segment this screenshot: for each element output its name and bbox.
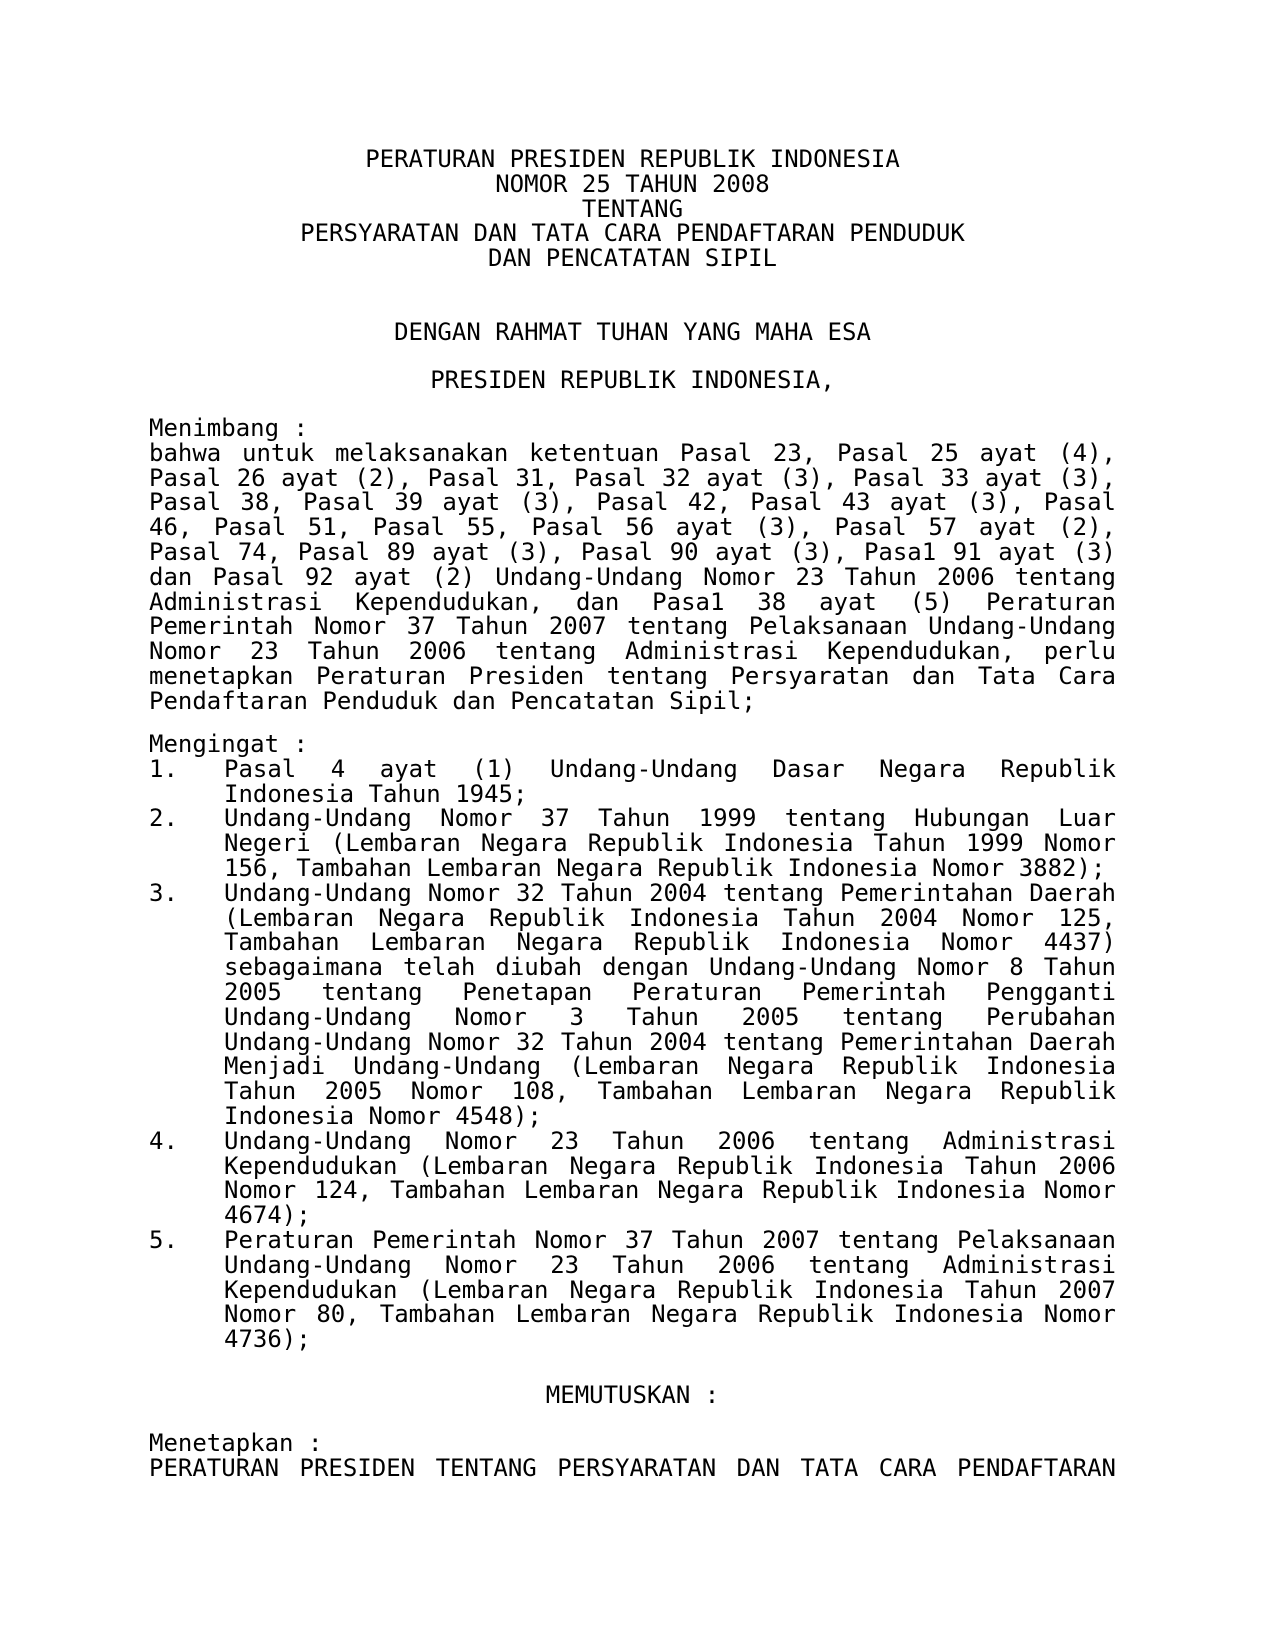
paragraph-line: Nomor 23 Tahun 2006 tentang Administrasi Kependudukan, perlu [149,637,1116,666]
title-line: PERSYARATAN DAN TATA CARA PENDAFTARAN PENDUDUK [300,219,965,248]
title-line: TENTANG [581,194,684,223]
item-line: Undang-Undang Nomor 32 Tahun 2004 tentang Pemerintahan Daerah [224,1027,1116,1056]
mengingat-section [149,732,1116,1352]
item-number: 2. [149,804,178,833]
item-line: Pasal 4 ayat (1) Undang-Undang Dasar Negara Republik [224,754,1116,783]
list-item [149,1126,1116,1230]
item-line: Kependudukan (Lembaran Negara Republik Indonesia Tahun 2006 [224,1151,1116,1180]
item-number: 1. [149,754,178,783]
item-line: 4674); [224,1201,311,1230]
menimbang-label: Menimbang : [149,414,308,442]
item-number: 5. [149,1225,178,1254]
item-line: Undang-Undang Nomor 23 Tahun 2006 tentang Administrasi [224,1126,1116,1155]
item-line: Undang-Undang Nomor 32 Tahun 2004 tentang Pemerintahan Daerah [224,878,1116,907]
memutuskan-heading: MEMUTUSKAN : [545,1381,720,1409]
item-line: Nomor 124, Tambahan Lembaran Negara Republik Indonesia Nomor [224,1176,1116,1205]
item-line: Tambahan Lembaran Negara Republik Indonesia Nomor 4437) [224,928,1116,957]
item-line: 2005 tentang Penetapan Peraturan Pemerintah Pengganti [224,977,1116,1006]
menimbang-section [149,416,1116,714]
paragraph-line: Pasal 74, Pasal 89 ayat (3), Pasal 90 ayat (3), Pasa1 91 ayat (3) [149,537,1116,566]
title-line: DAN PENCATATAN SIPIL [488,244,777,273]
item-line: Kependudukan (Lembaran Negara Republik Indonesia Tahun 2007 [224,1275,1116,1304]
item-line: 156, Tambahan Lembaran Negara Republik Indonesia Nomor 3882); [224,853,1106,882]
item-line: Undang-Undang Nomor 37 Tahun 1999 tentang Hubungan Luar [224,804,1116,833]
paragraph-line: menetapkan Peraturan Presiden tentang Persyaratan dan Tata Cara [149,661,1116,690]
paragraph-line: Pasal 26 ayat (2), Pasal 31, Pasal 32 ayat (3), Pasal 33 ayat (3), [149,463,1116,492]
blessing-heading: DENGAN RAHMAT TUHAN YANG MAHA ESA [394,318,871,346]
mengingat-label: Mengingat : [149,730,308,758]
document-title [149,147,1116,271]
item-line: Tahun 2005 Nomor 108, Tambahan Lembaran Negara Republik [224,1077,1116,1106]
president-heading: PRESIDEN REPUBLIK INDONESIA, [430,366,835,394]
item-line: sebagaimana telah diubah dengan Undang-Undang Nomor 8 Tahun [224,953,1116,982]
title-line: NOMOR 25 TAHUN 2008 [495,169,770,198]
item-number: 4. [149,1126,178,1155]
item-line: 4736); [224,1325,311,1354]
item-line: (Lembaran Negara Republik Indonesia Tahun 2004 Nomor 125, [224,903,1116,932]
title-line: PERATURAN PRESIDEN REPUBLIK INDONESIA [365,145,900,173]
item-line: Nomor 80, Tambahan Lembaran Negara Republik Indonesia Nomor [224,1300,1116,1329]
paragraph-line: Pemerintah Nomor 37 Tahun 2007 tentang Pelaksanaan Undang-Undang [149,612,1116,641]
item-line: Peraturan Pemerintah Nomor 37 Tahun 2007 tentang Pelaksanaan [224,1225,1116,1254]
item-line: Menjadi Undang-Undang (Lembaran Negara Republik Indonesia [224,1052,1116,1081]
item-number: 3. [149,878,178,907]
menetapkan-section [149,1431,1116,1481]
paragraph-line: Pasal 38, Pasal 39 ayat (3), Pasal 42, Pasal 43 ayat (3), Pasal [149,488,1116,517]
paragraph-line: 46, Pasal 51, Pasal 55, Pasal 56 ayat (3), Pasal 57 ayat (2), [149,513,1116,542]
list-item [149,1225,1116,1354]
paragraph-line: dan Pasal 92 ayat (2) Undang-Undang Nomor 23 Tahun 2006 tentang [149,562,1116,591]
item-line: Undang-Undang Nomor 23 Tahun 2006 tentang Administrasi [224,1250,1116,1279]
paragraph-line: bahwa untuk melaksanakan ketentuan Pasal 23, Pasal 25 ayat (4), [149,438,1116,467]
list-item [149,806,1116,880]
list-item [149,754,1116,808]
item-line: Negeri (Lembaran Negara Republik Indonesia Tahun 1999 Nomor [224,829,1116,858]
list-item [149,878,1116,1130]
menetapkan-label: Menetapkan : [149,1429,323,1457]
paragraph-line: Pendaftaran Penduduk dan Pencatatan Sipil; [149,686,756,715]
paragraph-line: PERATURAN PRESIDEN TENTANG PERSYARATAN DAN TATA CARA PENDAFTARAN [149,1453,1116,1482]
item-line: Indonesia Tahun 1945; [224,779,528,808]
item-line: Indonesia Nomor 4548); [224,1101,542,1130]
paragraph-line: Administrasi Kependudukan, dan Pasa1 38 ayat (5) Peraturan [149,587,1116,616]
item-line: Undang-Undang Nomor 3 Tahun 2005 tentang Perubahan [224,1002,1116,1031]
